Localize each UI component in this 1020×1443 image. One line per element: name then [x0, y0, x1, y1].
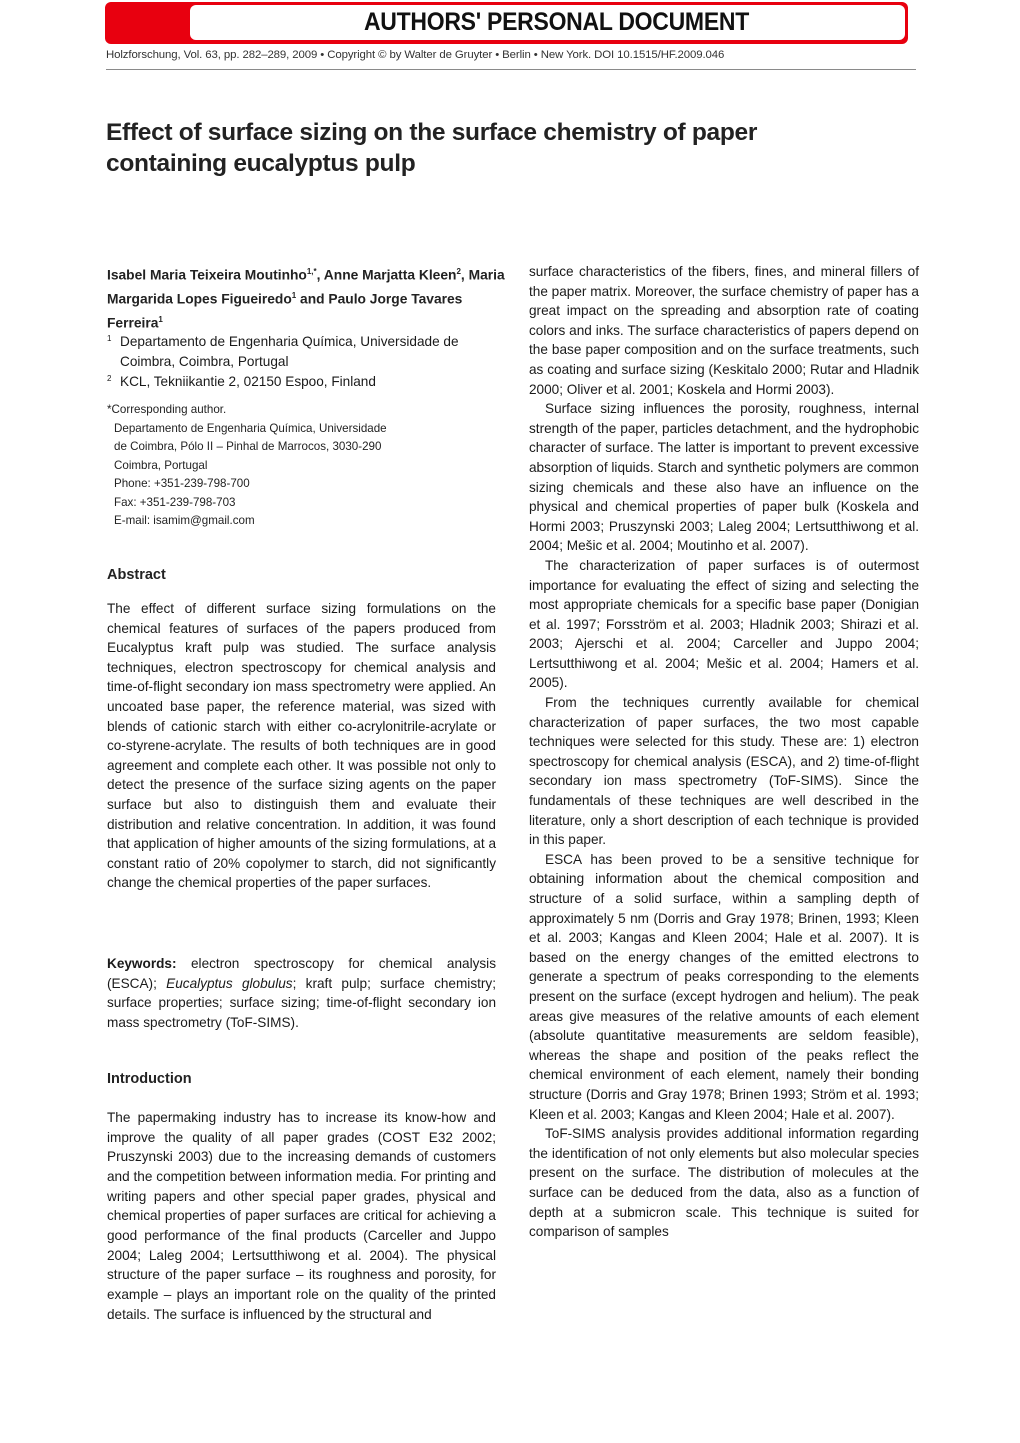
- corresponding-author-block: [107, 401, 507, 531]
- corresponding-email: E-mail: isamim@gmail.com: [114, 514, 255, 527]
- author-sup: 2: [456, 267, 461, 276]
- author-sup: 1: [291, 291, 297, 300]
- affiliation-number: 1: [107, 334, 112, 343]
- corresponding-line: de Coimbra, Pólo II – Pinhal de Marrocos, 3030-290: [114, 440, 382, 453]
- introduction-paragraph: The papermaking industry has to increase its know-how and improve the quality of all paper grades (COST E32 2002; Pruszynski 2003) due to the increasing demands of customers and the competition between information media. For printing and writing papers and other special paper grades, physical and chemical properties of paper surfaces are critical for achieving a good performance of the final products (Carceller and Juppo 2004; Laleg 2004; Lertsutthiwong et al. 2004). The physical structure of the paper surface – its roughness and porosity, for example – plays an important role on the quality of the printed details. The surface is influenced by the structural and: [107, 1110, 496, 1322]
- banner-inner: [190, 5, 905, 40]
- author-name: , Anne Marjatta Kleen: [316, 267, 457, 283]
- author-name: , Maria Margarida Lopes Figueiredo: [107, 267, 505, 307]
- body-paragraph: Surface sizing influences the porosity, roughness, internal strength of the paper, particles detachment, and the hydrophobic character of surface. The latter is important to prevent excessive absorption of liquids. Starch and synthetic polymers are common sizing chemicals and these also have an influence on the physical and chemical properties of paper bulk (Koskela and Hormi 2003; Pruszynski 2003; Laleg 2004; Lertsutthiwong et al. 2004; Mešic et al. 2004; Moutinho et al. 2007).: [529, 401, 919, 554]
- author-sup: 1,*: [306, 267, 317, 276]
- keywords-label: Keywords:: [107, 956, 177, 971]
- body-paragraph: ESCA has been proved to be a sensitive technique for obtaining information about the chemical composition and structure of a solid surface, within a sampling depth of approximately 5 nm (Dorris and Gray 1978; Brinen, 1993; Kleen et al. 2003; Kangas and Kleen 2004; Hale et al. 2007). It is based on the energy changes of the emitted electrons to generate a spectrum of peaks corresponding to the elements present on the surface (except hydrogen and helium). The peak areas give measures of the relative amounts of each element (absolute quantitative measurements are seldom feasible), whereas the shape and position of the peaks reflect the chemical environment of each element, namely their bonding structure (Dorris and Gray 1978; Brinen 1993; Ström et al. 1993; Kleen et al. 2003; Kangas and Kleen 2004; Hale et al. 2007).: [529, 851, 919, 1122]
- affiliation-item: [107, 332, 507, 372]
- authors-personal-document-banner: [105, 2, 908, 44]
- corresponding-line: Coimbra, Portugal: [114, 458, 208, 472]
- affiliation-text: Departamento de Engenharia Química, Universidade de Coimbra, Coimbra, Portugal: [120, 334, 459, 369]
- banner-text: AUTHORS' PERSONAL DOCUMENT: [364, 8, 750, 36]
- body-paragraph: surface characteristics of the fibers, fines, and mineral fillers of the paper matrix. Moreover, the surface chemistry of paper has a great impact on the spreading and absorption rate of coating colors and inks. The surface characteristics of papers depend on the base paper composition and on the surface treatments, such as coating and surface sizing (Keskitalo 2000; Rutar and Hladnik 2000; Oliver et al. 2001; Koskela and Hormi 2003).: [529, 264, 919, 397]
- body-paragraph: The characterization of paper surfaces is of outermost importance for evaluating the effect of sizing and selecting the most appropriate chemicals for a specific base paper (Donigian et al. 1997; Forsström et al. 2003; Hladnik 2003; Shirazi et al. 2003; Ajerschi et al. 2004; Carceller and Juppo 2004; Lertsutthiwong et al. 2004; Mešic et al. 2004; Hamers et al. 2005).: [529, 557, 919, 691]
- keywords-text: electron spectroscopy for chemical analysis (ESCA);: [107, 956, 496, 991]
- abstract-text: The effect of different surface sizing formulations on the chemical features of surfaces of the papers produced from Eucalyptus kraft pulp was studied. The surface analysis techniques, electron spectroscopy for chemical analysis and time-of-flight secondary ion mass spectrometry were applied. An uncoated base paper, the reference material, was sized with blends of cationic starch with either co-acrylonitrile-acrylate or co-styrene-acrylate. The results of both techniques are in good agreement and complete each other. It was possible not only to detect the presence of the surface sizing agents on the paper surface but also to distinguish them and evaluate their distribution and relative concentration. In addition, it was found that application of higher amounts of the sizing formulations, at a constant ratio of 20% copolymer to starch, did not significantly change the chemical properties of the paper surfaces.: [107, 601, 496, 891]
- introduction-heading: Introduction: [107, 1071, 192, 1087]
- right-column: [529, 262, 919, 1242]
- affiliation-number: 2: [107, 374, 112, 383]
- journal-citation: Holzforschung, Vol. 63, pp. 282–289, 2009 • Copyright © by Walter de Gruyter • Berlin • New York. DOI 10.1515/HF.2009.046: [106, 49, 725, 61]
- keywords-species: Eucalyptus globulus: [166, 975, 293, 991]
- abstract-heading: Abstract: [107, 567, 166, 583]
- article-title: Effect of surface sizing on the surface chemistry of paper containing eucalyptus pulp: [106, 119, 758, 177]
- author-name: and Paulo Jorge Tavares Ferreira: [107, 291, 463, 331]
- author-list: [107, 262, 507, 334]
- keywords-text: ; kraft pulp; surface chemistry; surface properties; surface sizing; time-of-flight secondary ion mass spectrometry (ToF-SIMS).: [107, 975, 496, 1030]
- keywords: [107, 954, 496, 1032]
- header-divider: [106, 69, 916, 70]
- affiliations: [107, 332, 507, 392]
- author-sup: 1: [158, 315, 163, 324]
- corresponding-label: *Corresponding author.: [107, 403, 227, 416]
- affiliation-text: KCL, Tekniikantie 2, 02150 Espoo, Finland: [120, 374, 376, 389]
- affiliation-item: [107, 372, 507, 392]
- corresponding-line: Departamento de Engenharia Química, Universidade: [114, 421, 387, 435]
- body-paragraph: From the techniques currently available for chemical characterization of paper surfaces, the two most capable techniques were selected for this study. These are: 1) electron spectroscopy for chemical analysis (ESCA), and 2) time-of-flight secondary ion mass spectrometry (ToF-SIMS). Since the fundamentals of these techniques are well described in the literature, only a short description of each technique is provided in this paper.: [529, 695, 919, 848]
- author-name: Isabel Maria Teixeira Moutinho: [107, 267, 307, 283]
- corresponding-phone: Phone: +351-239-798-700: [114, 477, 250, 490]
- corresponding-fax: Fax: +351-239-798-703: [114, 495, 236, 509]
- body-paragraph: ToF-SIMS analysis provides additional information regarding the identification of not only elements but also molecular species present on the surface. The distribution of molecules at the surface can be deduced from the data, also as a function of depth at a submicron scale. This technique is suited for comparison of samples: [529, 1126, 919, 1240]
